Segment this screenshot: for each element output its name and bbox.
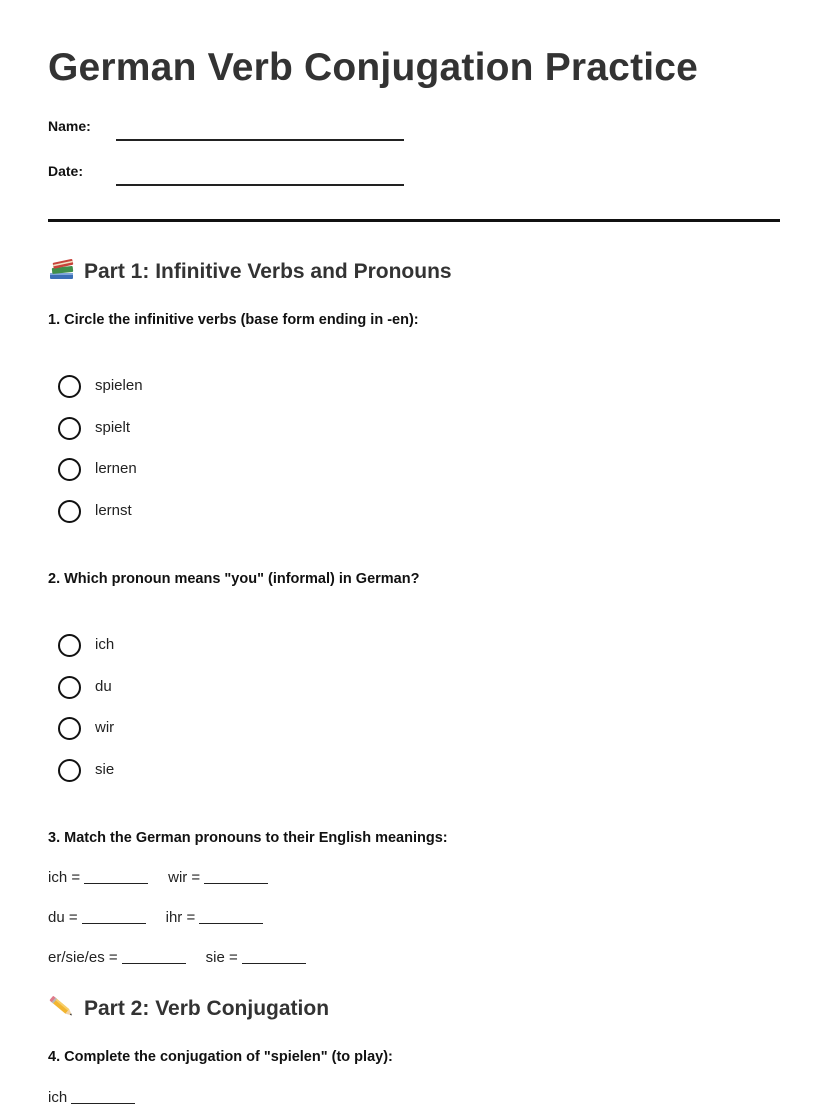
match-pronoun: ihr =	[165, 909, 196, 926]
answer-blank[interactable]	[204, 869, 268, 884]
answer-blank[interactable]	[122, 949, 186, 964]
conjugation-row	[48, 1089, 135, 1106]
books-icon	[48, 258, 76, 282]
option-label: du	[95, 677, 112, 695]
part2-heading-text: Part 2: Verb Conjugation	[84, 997, 330, 1020]
match-pronoun: sie =	[205, 949, 238, 966]
option-label: lernen	[95, 460, 137, 477]
match-row	[48, 909, 263, 926]
part1-heading-text: Part 1: Infinitive Verbs and Pronouns	[84, 260, 452, 283]
answer-blank[interactable]	[199, 909, 263, 924]
option-label: lernst	[95, 501, 132, 519]
question-1-prompt: 1. Circle the infinitive verbs (base form ending in -en):	[48, 312, 419, 328]
section-divider	[48, 219, 780, 222]
radio-button[interactable]	[58, 676, 81, 699]
answer-blank[interactable]	[242, 949, 306, 964]
radio-button[interactable]	[58, 759, 81, 782]
conjugation-pronoun: ich	[48, 1089, 68, 1106]
option-label: wir	[95, 719, 115, 736]
match-row	[48, 869, 268, 886]
match-pronoun: du =	[48, 909, 78, 926]
answer-blank[interactable]	[82, 909, 146, 924]
date-blank-line[interactable]	[116, 184, 404, 186]
part2-heading	[48, 995, 329, 1021]
option-label: spielen	[95, 377, 143, 394]
match-pronoun: er/sie/es =	[48, 949, 118, 966]
pencil-icon	[48, 995, 76, 1019]
radio-button[interactable]	[58, 717, 81, 740]
question-3-prompt: 3. Match the German pronouns to their English meanings:	[48, 830, 448, 846]
name-field-row	[48, 118, 408, 148]
option-label: spielt	[95, 418, 131, 436]
radio-button[interactable]	[58, 634, 81, 657]
radio-button[interactable]	[58, 500, 81, 523]
answer-blank[interactable]	[71, 1089, 135, 1104]
name-blank-line[interactable]	[116, 139, 404, 141]
part1-heading	[48, 258, 452, 284]
radio-button[interactable]	[58, 458, 81, 481]
question-4-prompt: 4. Complete the conjugation of "spielen" (to play):	[48, 1049, 393, 1065]
option-label: sie	[95, 760, 115, 778]
answer-blank[interactable]	[84, 869, 148, 884]
match-row	[48, 949, 306, 966]
option-label: ich	[95, 636, 115, 653]
radio-button[interactable]	[58, 417, 81, 440]
match-pronoun: ich =	[48, 869, 81, 886]
name-label: Name:	[48, 118, 91, 134]
match-pronoun: wir =	[168, 869, 201, 886]
date-label: Date:	[48, 163, 84, 179]
date-field-row	[48, 163, 408, 193]
radio-button[interactable]	[58, 375, 81, 398]
page-title: German Verb Conjugation Practice	[48, 46, 699, 89]
question-2-prompt: 2. Which pronoun means "you" (informal) in German?	[48, 571, 420, 587]
